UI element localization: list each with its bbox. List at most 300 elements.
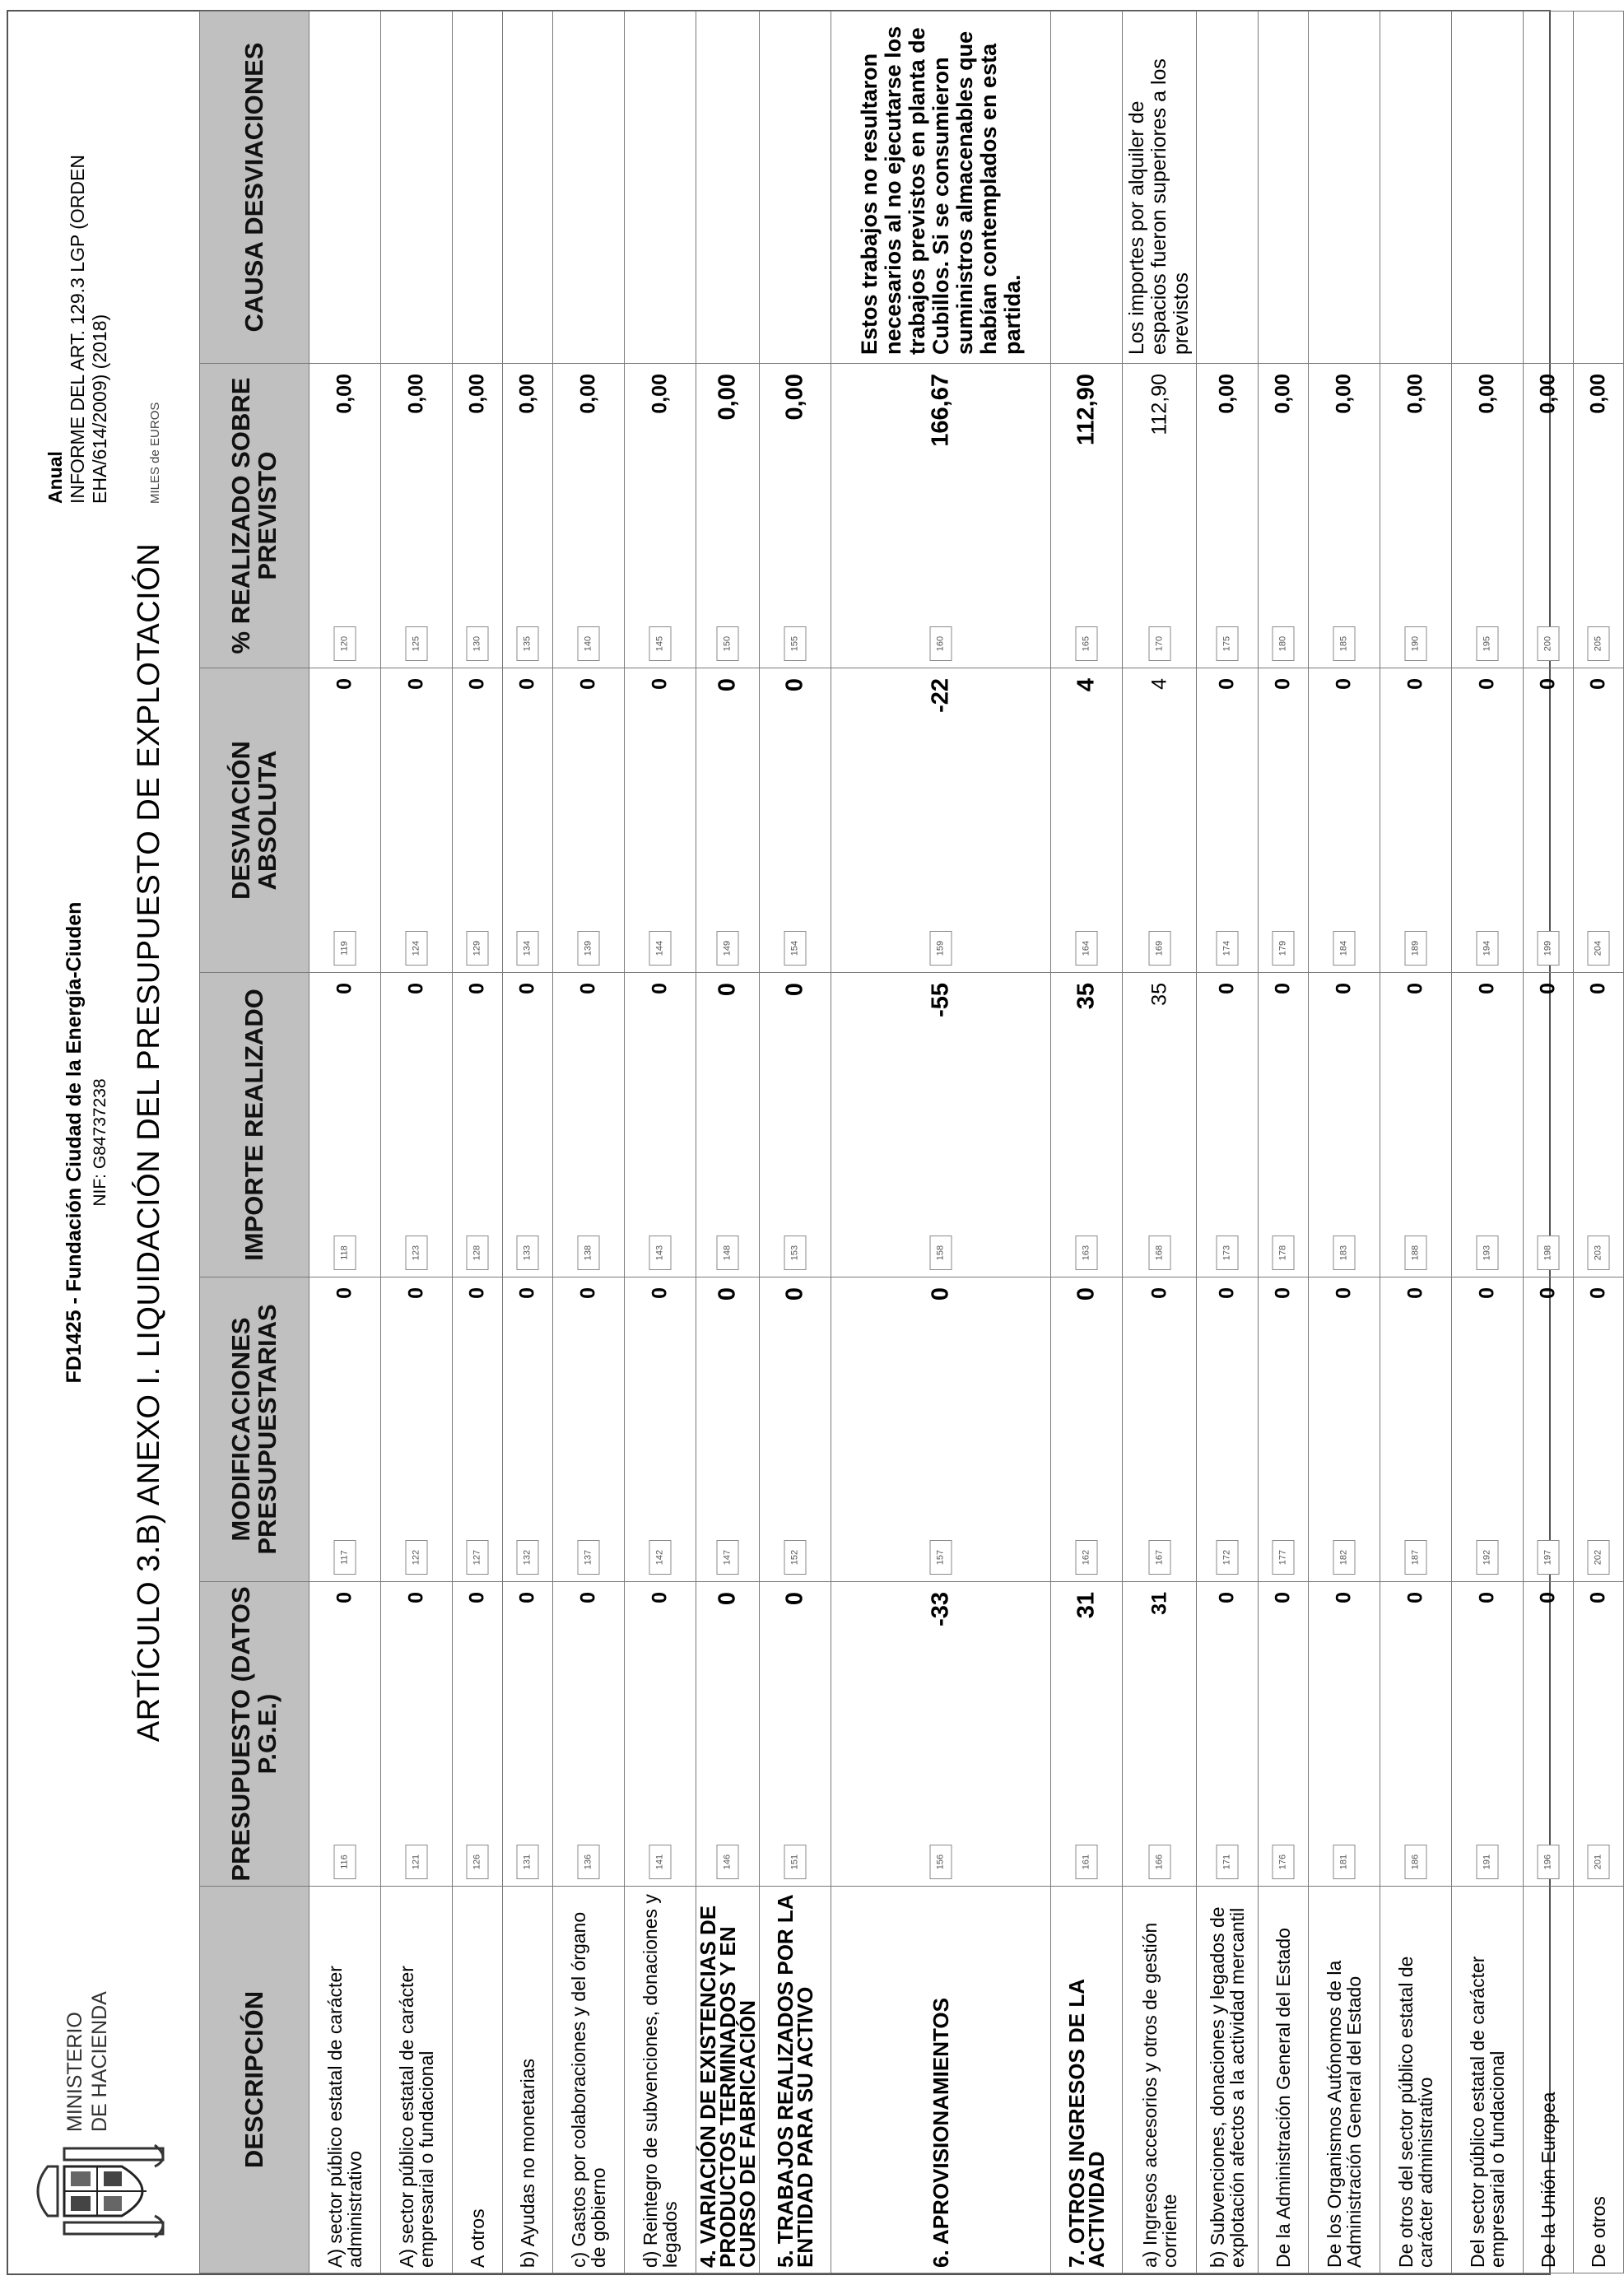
cell-value: 31 [1073, 1592, 1100, 1619]
field-code-box: 173 [1217, 1236, 1239, 1270]
field-code-box: 204 [1588, 931, 1610, 966]
value-cell [553, 973, 625, 1277]
cell-value: 0 [1215, 983, 1239, 994]
field-code-box: 136 [578, 1845, 600, 1879]
cell-value: 0 [1586, 678, 1610, 690]
organization-name: FD1425 - Fundación Ciudad de la Energía-Ciuden [63, 901, 86, 1384]
field-code-box: 116 [334, 1845, 356, 1879]
value-cell [503, 1277, 553, 1582]
value-cell [309, 1277, 381, 1582]
field-code-box: 145 [649, 626, 672, 661]
row-description: 4. VARIACIÓN DE EXISTENCIAS DE PRODUCTOS TERMINADOS Y EN CURSO DE FABRICACIÓN [696, 1887, 760, 2273]
field-code-box: 140 [578, 626, 600, 661]
value-cell [831, 1582, 1051, 1887]
value-cell [1259, 1277, 1309, 1582]
value-cell [1380, 364, 1452, 668]
field-code-box: 163 [1076, 1236, 1098, 1270]
row-description: De otros [1574, 1887, 1624, 2273]
field-code-box: 195 [1477, 626, 1499, 661]
field-code-box: 139 [578, 931, 600, 966]
value-cell [553, 364, 625, 668]
field-code-box: 203 [1588, 1236, 1610, 1270]
table-row [760, 12, 831, 2273]
cell-value: 0 [1403, 983, 1427, 994]
cell-value: 0 [515, 1592, 539, 1603]
cell-value: 0 [648, 1287, 672, 1299]
cell-value: 0 [648, 1592, 672, 1603]
table-row [1380, 12, 1452, 2273]
cell-value: 0 [465, 1287, 489, 1299]
field-code-box: 179 [1273, 931, 1295, 966]
cell-value: 0 [333, 1592, 356, 1603]
value-cell [760, 973, 831, 1277]
cell-value: 0 [404, 678, 428, 690]
field-code-box: 117 [334, 1540, 356, 1575]
value-cell [503, 973, 553, 1277]
field-code-box: 152 [784, 1540, 807, 1575]
value-cell [1574, 668, 1624, 973]
value-cell [1051, 668, 1123, 973]
cell-value: 0 [1536, 678, 1560, 690]
field-code-box: 141 [649, 1845, 672, 1879]
field-code-box: 197 [1538, 1540, 1560, 1575]
value-cell [453, 668, 503, 973]
value-cell [1380, 1582, 1452, 1887]
table-row [1051, 12, 1123, 2273]
value-cell [831, 973, 1051, 1277]
ministry-line-1: MINISTERIO [63, 2012, 86, 2132]
value-cell [1452, 668, 1524, 973]
table-row [625, 12, 696, 2273]
field-code-box: 122 [406, 1540, 428, 1575]
cell-value: 0 [1536, 1287, 1560, 1299]
ministry-line-2: DE HACIENDA [88, 1991, 111, 2132]
value-cell [1309, 973, 1380, 1277]
field-code-box: 181 [1333, 1845, 1356, 1879]
cell-value: 0 [1403, 1592, 1427, 1603]
cell-value: 0 [1586, 1287, 1610, 1299]
value-cell [1309, 668, 1380, 973]
value-cell [309, 668, 381, 973]
deviation-cause [696, 12, 760, 364]
value-cell [553, 668, 625, 973]
field-code-box: 142 [649, 1540, 672, 1575]
field-code-box: 161 [1076, 1845, 1098, 1879]
cell-value: 0 [1586, 983, 1610, 994]
cell-value: 0 [333, 983, 356, 994]
value-cell [1574, 1582, 1624, 1887]
table-row [1452, 12, 1524, 2273]
cell-value: 0 [576, 678, 600, 690]
deviation-cause [1524, 12, 1574, 364]
deviation-cause: Estos trabajos no resultaron necesarios al no ejecutarse los trabajos previstos en planta de Cubillos. Si se consumieron suministros almacenables que habían contemplados en esta partida. [831, 12, 1051, 364]
table-row [696, 12, 760, 2273]
field-code-box: 200 [1538, 626, 1560, 661]
cell-value: 0,00 [1586, 374, 1610, 414]
field-code-box: 165 [1076, 626, 1098, 661]
cell-value: 0,00 [465, 374, 489, 414]
deviation-cause [1309, 12, 1380, 364]
value-cell [1197, 1277, 1259, 1582]
cell-value: 35 [1073, 983, 1100, 1010]
cell-value: 0 [1215, 1592, 1239, 1603]
field-code-box: 180 [1273, 626, 1295, 661]
cell-value: 0 [1332, 678, 1356, 690]
value-cell [760, 668, 831, 973]
field-code-box: 167 [1148, 1540, 1170, 1575]
value-cell [625, 973, 696, 1277]
value-cell [696, 1277, 760, 1582]
field-code-box: 198 [1538, 1236, 1560, 1270]
field-code-box: 192 [1477, 1540, 1499, 1575]
value-cell [453, 1582, 503, 1887]
field-code-box: 148 [717, 1236, 739, 1270]
cell-value: 0 [1403, 678, 1427, 690]
value-cell [453, 364, 503, 668]
deviation-cause [1051, 12, 1123, 364]
cell-value: 0 [515, 983, 539, 994]
field-code-box: 176 [1273, 1845, 1295, 1879]
row-description: d) Reintegro de subvenciones, donaciones y legados [625, 1887, 696, 2273]
cell-value: 31 [1147, 1592, 1170, 1615]
field-code-box: 124 [406, 931, 428, 966]
value-cell [309, 364, 381, 668]
cell-value: 0 [1215, 1287, 1239, 1299]
organization-nif: NIF: G84737238 [91, 1078, 109, 1207]
value-cell [1524, 973, 1574, 1277]
deviation-cause [381, 12, 453, 364]
deviation-cause: Los importes por alquiler de espacios fueron superiores a los previstos [1123, 12, 1197, 364]
cell-value: 0 [404, 983, 428, 994]
row-description: Del sector público estatal de carácter empresarial o fundacional [1452, 1887, 1524, 2273]
table-row [1524, 12, 1574, 2273]
value-cell [1524, 1582, 1574, 1887]
report-line-2: EHA/614/2009) (2018) [89, 314, 110, 504]
field-code-box: 172 [1217, 1540, 1239, 1575]
cell-value: 0 [714, 1287, 741, 1301]
field-code-box: 125 [406, 626, 428, 661]
cell-value: 0 [714, 678, 741, 692]
cell-value: 0 [1271, 1287, 1295, 1299]
cell-value: 0 [1475, 678, 1499, 690]
report-info [44, 26, 166, 504]
row-description: b) Subvenciones, donaciones y legados de explotación afectos a la actividad mercantil [1197, 1887, 1259, 2273]
table-row [503, 12, 553, 2273]
cell-value: 0 [1271, 1592, 1295, 1603]
table-row [1123, 12, 1197, 2273]
value-cell [1259, 1582, 1309, 1887]
value-cell [553, 1277, 625, 1582]
cell-value: 0,00 [515, 374, 539, 414]
field-code-box: 156 [930, 1845, 952, 1879]
value-cell [1123, 364, 1197, 668]
col-header-modificaciones: MODIFICACIONES PRESUPUESTARIAS [200, 1277, 309, 1582]
col-header-causa: CAUSA DESVIACIONES [200, 12, 309, 364]
cell-value: 0 [1536, 983, 1560, 994]
cell-value: 0 [1271, 678, 1295, 690]
budget-table [199, 11, 1624, 2273]
field-code-box: 171 [1217, 1845, 1239, 1879]
value-cell [831, 668, 1051, 973]
cell-value: 0 [333, 678, 356, 690]
cell-value: 0 [404, 1287, 428, 1299]
cell-value: 0 [1073, 1287, 1100, 1301]
value-cell [381, 668, 453, 973]
cell-value: 0 [465, 1592, 489, 1603]
cell-value: 4 [1073, 678, 1100, 692]
cell-value: 0 [1403, 1287, 1427, 1299]
table-row [309, 12, 381, 2273]
cell-value: 0 [465, 983, 489, 994]
article-title: ARTÍCULO 3.B) ANEXO I. LIQUIDACIÓN DEL PRESUPUESTO DE EXPLOTACIÓN [132, 542, 166, 1743]
value-cell [831, 1277, 1051, 1582]
deviation-cause [503, 12, 553, 364]
value-cell [453, 1277, 503, 1582]
field-code-box: 178 [1273, 1236, 1295, 1270]
deviation-cause [1197, 12, 1259, 364]
field-code-box: 186 [1405, 1845, 1427, 1879]
row-description: 5. TRABAJOS REALIZADOS POR LA ENTIDAD PARA SU ACTIVO [760, 1887, 831, 2273]
value-cell [625, 668, 696, 973]
cell-value: 0 [576, 1592, 600, 1603]
cell-value: 0 [648, 678, 672, 690]
field-code-box: 188 [1405, 1236, 1427, 1270]
value-cell [453, 973, 503, 1277]
value-cell [760, 364, 831, 668]
cell-value: -55 [927, 983, 954, 1017]
cell-value: 0 [927, 1287, 954, 1301]
field-code-box: 185 [1333, 626, 1356, 661]
field-code-box: 189 [1405, 931, 1427, 966]
cell-value: -22 [927, 678, 954, 713]
field-code-box: 164 [1076, 931, 1098, 966]
value-cell [1380, 973, 1452, 1277]
value-cell [1123, 1277, 1197, 1582]
cell-value: 0,00 [648, 374, 672, 414]
field-code-box: 193 [1477, 1236, 1499, 1270]
cell-value: 0 [1332, 1287, 1356, 1299]
cell-value: 0 [1215, 678, 1239, 690]
value-cell [760, 1277, 831, 1582]
field-code-box: 131 [517, 1845, 539, 1879]
field-code-box: 155 [784, 626, 807, 661]
field-code-box: 133 [517, 1236, 539, 1270]
value-cell [1197, 973, 1259, 1277]
value-cell [503, 668, 553, 973]
value-cell [1524, 364, 1574, 668]
col-header-descripcion: DESCRIPCIÓN [200, 1887, 309, 2273]
value-cell [503, 364, 553, 668]
deviation-cause [309, 12, 381, 364]
value-cell [503, 1582, 553, 1887]
field-code-box: 121 [406, 1845, 428, 1879]
value-cell [625, 364, 696, 668]
row-description: De la Unión Europea [1524, 1887, 1574, 2273]
row-description: 6. APROVISIONAMIENTOS [831, 1887, 1051, 2273]
report-sheet [7, 10, 1610, 2275]
value-cell [625, 1582, 696, 1887]
value-cell [1524, 668, 1574, 973]
cell-value: 0,00 [1536, 374, 1560, 414]
value-cell [381, 1582, 453, 1887]
field-code-box: 119 [334, 931, 356, 966]
value-cell [1452, 973, 1524, 1277]
field-code-box: 174 [1217, 931, 1239, 966]
field-code-box: 184 [1333, 931, 1356, 966]
deviation-cause [553, 12, 625, 364]
value-cell [1524, 1277, 1574, 1582]
deviation-cause [453, 12, 503, 364]
cell-value: 0,00 [1215, 374, 1239, 414]
field-code-box: 182 [1333, 1540, 1356, 1575]
cell-value: 35 [1147, 983, 1170, 1006]
value-cell [1574, 973, 1624, 1277]
field-code-box: 134 [517, 931, 539, 966]
cell-value: 0,00 [1403, 374, 1427, 414]
period-label: Anual [44, 451, 66, 504]
row-description: A) sector público estatal de carácter administrativo [309, 1887, 381, 2273]
cell-value: 0 [714, 1592, 741, 1606]
value-cell [309, 1582, 381, 1887]
field-code-box: 138 [578, 1236, 600, 1270]
cell-value: 0 [515, 678, 539, 690]
deviation-cause [625, 12, 696, 364]
value-cell [696, 1582, 760, 1887]
cell-value: 0,00 [1332, 374, 1356, 414]
field-code-box: 183 [1333, 1236, 1356, 1270]
value-cell [1309, 364, 1380, 668]
row-description: De los Organismos Autónomos de la Administración General del Estado [1309, 1887, 1380, 2273]
value-cell [1309, 1277, 1380, 1582]
cell-value: 0 [714, 983, 741, 997]
cell-value: 0 [1475, 983, 1499, 994]
value-cell [1259, 668, 1309, 973]
field-code-box: 154 [784, 931, 807, 966]
cell-value: 0 [781, 1592, 808, 1606]
value-cell [1574, 364, 1624, 668]
cell-value: 0 [1586, 1592, 1610, 1603]
value-cell [1197, 1582, 1259, 1887]
value-cell [1051, 1582, 1123, 1887]
value-cell [1051, 364, 1123, 668]
field-code-box: 147 [717, 1540, 739, 1575]
value-cell [381, 1277, 453, 1582]
value-cell [1197, 668, 1259, 973]
table-row [453, 12, 503, 2273]
report-header [8, 12, 199, 2273]
cell-value: 0 [515, 1287, 539, 1299]
field-code-box: 153 [784, 1236, 807, 1270]
table-row [381, 12, 453, 2273]
cell-value: 0 [1271, 983, 1295, 994]
value-cell [1452, 1582, 1524, 1887]
row-description: c) Gastos por colaboraciones y del órgano de gobierno [553, 1887, 625, 2273]
cell-value: 0 [781, 983, 808, 997]
field-code-box: 196 [1538, 1845, 1560, 1879]
cell-value: 0 [781, 1287, 808, 1301]
cell-value: 0 [576, 983, 600, 994]
cell-value: 4 [1147, 678, 1170, 690]
cell-value: 0,00 [404, 374, 428, 414]
cell-value: 112,90 [1147, 374, 1170, 435]
row-description: a) Ingresos accesorios y otros de gestión corriente [1123, 1887, 1197, 2273]
field-code-box: 126 [467, 1845, 489, 1879]
table-row [1197, 12, 1259, 2273]
field-code-box: 151 [784, 1845, 807, 1879]
cell-value: 0,00 [1475, 374, 1499, 414]
value-cell [1123, 668, 1197, 973]
field-code-box: 130 [467, 626, 489, 661]
cell-value: 0,00 [333, 374, 356, 414]
cell-value: 0 [1147, 1287, 1170, 1299]
deviation-cause [1259, 12, 1309, 364]
units-label: MILES de EUROS [148, 402, 162, 504]
value-cell [1574, 1277, 1624, 1582]
value-cell [1452, 364, 1524, 668]
field-code-box: 166 [1148, 1845, 1170, 1879]
field-code-box: 202 [1588, 1540, 1610, 1575]
field-code-box: 190 [1405, 626, 1427, 661]
cell-value: 0 [1475, 1592, 1499, 1603]
cell-value: 0,00 [781, 374, 808, 421]
table-row [1574, 12, 1624, 2273]
value-cell [1197, 364, 1259, 668]
field-code-box: 144 [649, 931, 672, 966]
col-header-presupuesto: PRESUPUESTO (DATOS P.G.E.) [200, 1582, 309, 1887]
field-code-box: 201 [1588, 1845, 1610, 1879]
field-code-box: 127 [467, 1540, 489, 1575]
cell-value: 0,00 [714, 374, 741, 421]
field-code-box: 120 [334, 626, 356, 661]
col-header-porcentaje: % REALIZADO SOBRE PREVISTO [200, 364, 309, 668]
col-header-importe: IMPORTE REALIZADO [200, 973, 309, 1277]
cell-value: 0 [1536, 1592, 1560, 1603]
value-cell [831, 364, 1051, 668]
cell-value: 0 [648, 983, 672, 994]
cell-value: 0 [1332, 1592, 1356, 1603]
row-description: De la Administración General del Estado [1259, 1887, 1309, 2273]
field-code-box: 162 [1076, 1540, 1098, 1575]
row-description: De otros del sector público estatal de carácter administrativo [1380, 1887, 1452, 2273]
field-code-box: 175 [1217, 626, 1239, 661]
field-code-box: 146 [717, 1845, 739, 1879]
cell-value: 112,90 [1073, 374, 1100, 446]
field-code-box: 160 [930, 626, 952, 661]
table-header-row [200, 12, 309, 2273]
field-code-box: 205 [1588, 626, 1610, 661]
field-code-box: 118 [334, 1236, 356, 1270]
field-code-box: 129 [467, 931, 489, 966]
field-code-box: 191 [1477, 1845, 1499, 1879]
table-row [831, 12, 1051, 2273]
value-cell [381, 364, 453, 668]
cell-value: 0 [781, 678, 808, 692]
field-code-box: 194 [1477, 931, 1499, 966]
value-cell [696, 668, 760, 973]
field-code-box: 169 [1148, 931, 1170, 966]
value-cell [1380, 1277, 1452, 1582]
table-row [553, 12, 625, 2273]
field-code-box: 149 [717, 931, 739, 966]
field-code-box: 143 [649, 1236, 672, 1270]
field-code-box: 158 [930, 1236, 952, 1270]
cell-value: 0 [1332, 983, 1356, 994]
table-row [1259, 12, 1309, 2273]
value-cell [309, 973, 381, 1277]
cell-value: 0,00 [1271, 374, 1295, 414]
cell-value: 0 [465, 678, 489, 690]
cell-value: 0 [404, 1592, 428, 1603]
